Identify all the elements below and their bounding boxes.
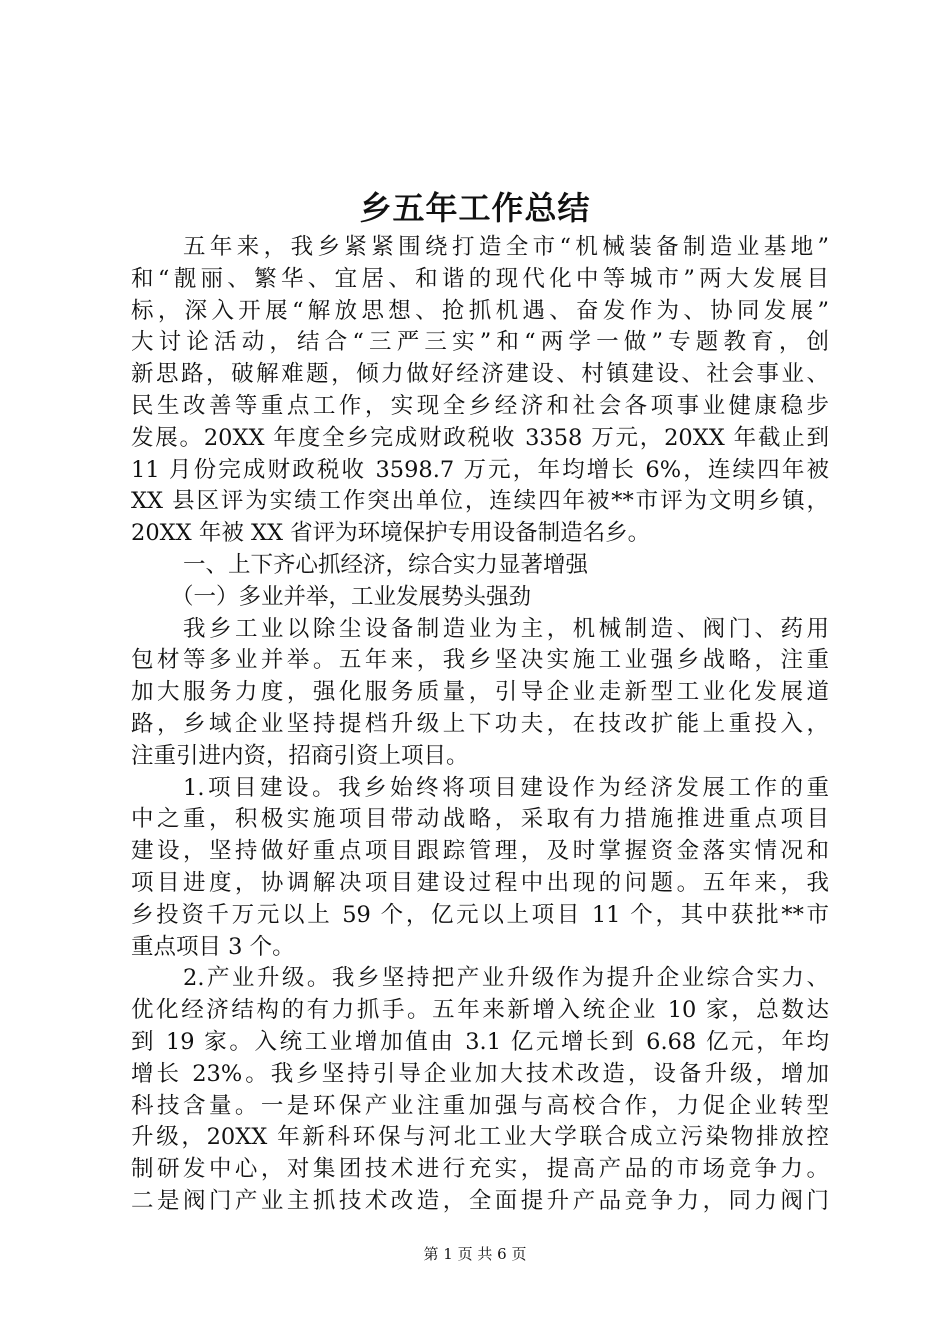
text-line: 建设，坚持做好重点项目跟踪管理，及时掌握资金落实情况和 xyxy=(131,838,829,865)
text-line: 加大服务力度，强化服务质量，引导企业走新型工业化发展道 xyxy=(131,679,829,706)
text-line: 我乡工业以除尘设备制造业为主，机械制造、阀门、药用 xyxy=(183,615,829,642)
text-line: 制研发中心，对集团技术进行充实，提高产品的市场竞争力。 xyxy=(131,1156,829,1183)
section-heading xyxy=(131,550,829,582)
text-line: XX 县区评为实绩工作突出单位，连续四年被**市评为文明乡镇， xyxy=(131,488,829,515)
text-line: 科技含量。一是环保产业注重加强与高校合作，力促企业转型 xyxy=(131,1092,829,1119)
document-body xyxy=(131,232,829,1218)
page-number-footer: 第 1 页 共 6 页 xyxy=(423,1245,527,1263)
text-line: 乡投资千万元以上 59 个，亿元以上项目 11 个，其中获批**市 xyxy=(131,901,829,928)
subsection-heading xyxy=(131,582,829,614)
text-line: 民生改善等重点工作，实现全乡经济和社会各项事业健康稳步 xyxy=(131,392,829,419)
text-line: 发展。20XX 年度全乡完成财政税收 3358 万元，20XX 年截止到 xyxy=(131,424,829,451)
text-line: 20XX 年被 XX 省评为环境保护专用设备制造名乡。 xyxy=(131,520,651,547)
heading-text: 一、上下齐心抓经济，综合实力显著增强 xyxy=(183,551,589,578)
text-line: 优化经济结构的有力抓手。五年来新增入统企业 10 家，总数达 xyxy=(131,997,829,1024)
text-line: 新思路，破解难题，倾力做好经济建设、村镇建设、社会事业、 xyxy=(131,361,829,388)
document-title: 乡五年工作总结 xyxy=(359,189,591,227)
heading-text: （一）多业并举，工业发展势头强劲 xyxy=(171,583,532,610)
text-line: 项目进度，协调解决项目建设过程中出现的问题。五年来，我 xyxy=(131,869,829,896)
text-line: 重点项目 3 个。 xyxy=(131,933,295,960)
text-line: 11 月份完成财政税收 3598.7 万元，年均增长 6%，连续四年被 xyxy=(131,456,829,483)
text-line: 到 19 家。入统工业增加值由 3.1 亿元增长到 6.68 亿元，年均 xyxy=(131,1028,829,1055)
text-line: 2.产业升级。我乡坚持把产业升级作为提升企业综合实力、 xyxy=(183,965,829,992)
text-line: 大讨论活动，结合“三严三实”和“两学一做”专题教育，创 xyxy=(131,329,829,356)
text-line: 和“靓丽、繁华、宜居、和谐的现代化中等城市”两大发展目 xyxy=(131,265,829,292)
paragraph-projects xyxy=(131,773,829,964)
text-line: 1.项目建设。我乡始终将项目建设作为经济发展工作的重 xyxy=(183,774,829,801)
paragraph-upgrade xyxy=(131,963,829,1217)
text-line: 标，深入开展“解放思想、抢抓机遇、奋发作为、协同发展” xyxy=(131,297,829,324)
text-line: 中之重，积极实施项目带动战略，采取有力措施推进重点项目 xyxy=(131,806,829,833)
text-line: 包材等多业并举。五年来，我乡坚决实施工业强乡战略，注重 xyxy=(131,647,829,674)
text-line: 五年来，我乡紧紧围绕打造全市“机械装备制造业基地” xyxy=(183,234,829,260)
paragraph-industry xyxy=(131,614,829,773)
text-line: 升级，20XX 年新科环保与河北工业大学联合成立污染物排放控 xyxy=(131,1124,829,1151)
paragraph-intro xyxy=(131,232,829,550)
text-line: 二是阀门产业主抓技术改造，全面提升产品竞争力，同力阀门 xyxy=(131,1187,829,1214)
text-line: 注重引进内资，招商引资上项目。 xyxy=(131,742,469,769)
text-line: 增长 23%。我乡坚持引导企业加大技术改造，设备升级，增加 xyxy=(131,1060,829,1087)
text-line: 路，乡域企业坚持提档升级上下功夫，在技改扩能上重投入， xyxy=(131,710,829,737)
